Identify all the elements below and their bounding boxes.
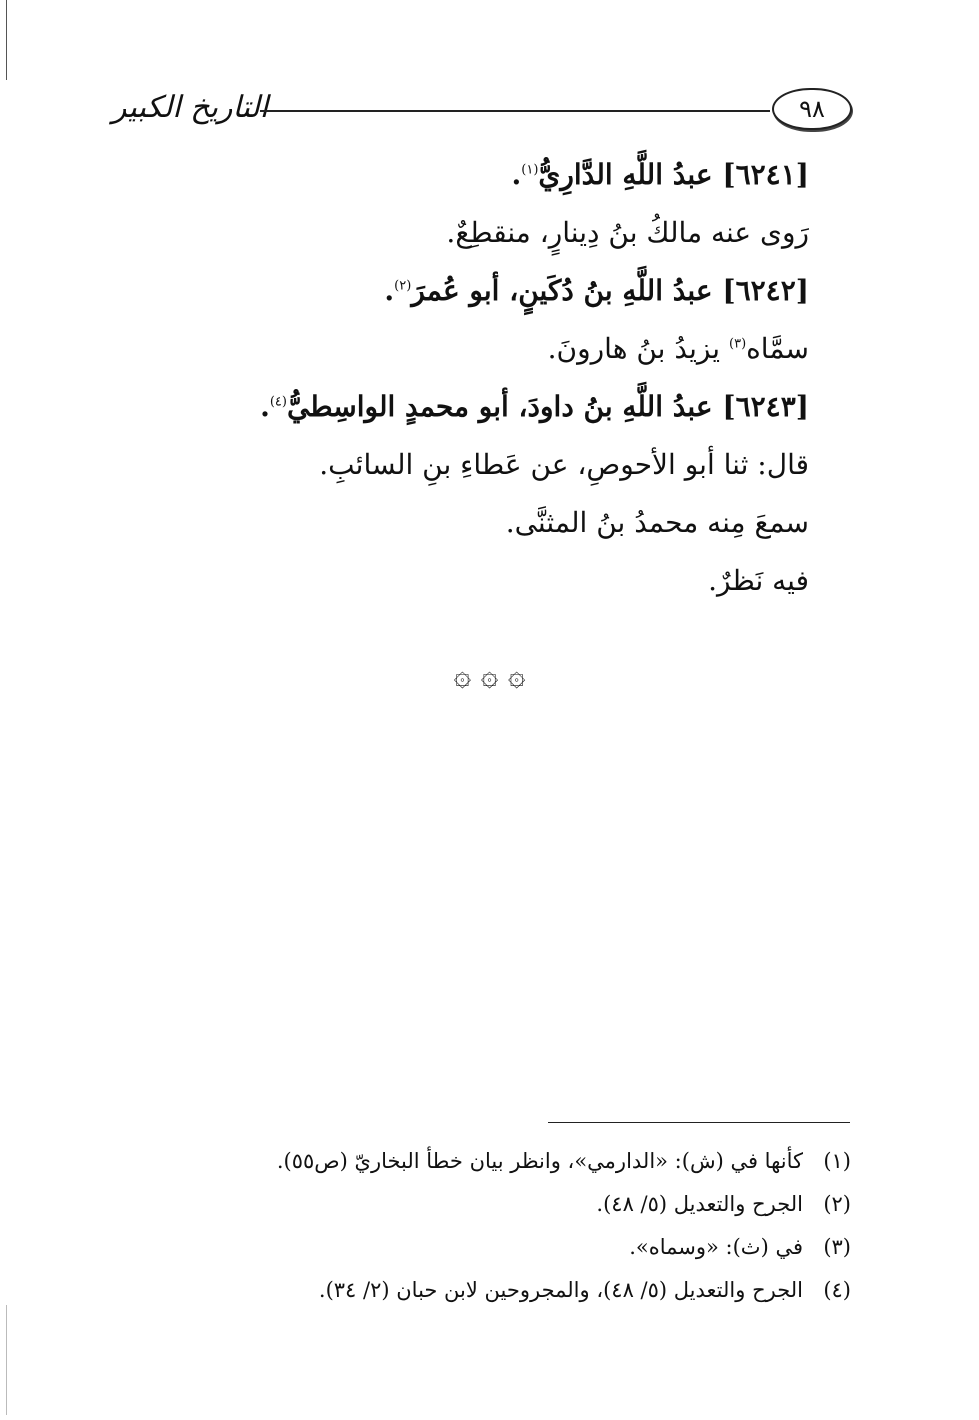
entry-body-line [169,204,809,262]
page-header [112,88,852,136]
entry-body-line [169,320,809,378]
footnote-item [231,1183,851,1226]
entry-body-line [169,552,809,610]
line-text: [٦٢٤١] عبدُ اللَّهِ الدَّارِيُّ [538,158,809,191]
page-edge-line-bottom [6,1305,7,1415]
line-text: [٦٢٤٣] عبدُ اللَّهِ بنُ داودَ، أبو محمدٍ الواسِطيُّ [286,390,809,423]
entry-body-line [169,494,809,552]
line-tail: . [384,274,395,307]
line-text: فيه نَظرٌ. [708,564,809,597]
line-text: رَوى عنه مالكُ بنُ دِينارٍ، منقطِعٌ. [446,216,809,249]
line-text: سمعَ مِنه محمدُ بنُ المثنَّى. [505,506,809,539]
footnote-text: كأنها في (ش): «الدارمي»، وانظر بيان خطأ البخاريّ (ص٥٥). [276,1149,803,1173]
footnote-number: (٤) [823,1278,851,1302]
entry-heading [169,262,809,320]
footnote-number: (٣) [823,1235,851,1259]
line-tail: يزيدُ بنُ هارونَ. [547,332,729,365]
footnote-text: الجرح والتعديل (٥/ ٤٨). [596,1192,803,1216]
footnote-item [231,1140,851,1183]
entry-heading [169,146,809,204]
footnote-marker[interactable]: (١) [521,162,539,178]
page-edge-line-top [6,0,7,80]
footnote-item [231,1269,851,1312]
footnote-text: في (ث): «وسماه». [629,1235,803,1259]
footnote-marker[interactable]: (٢) [394,278,412,294]
line-text: سمَّاه [746,332,809,365]
footnote-number: (٢) [823,1192,851,1216]
line-text: قال: ثنا أبو الأحوصِ، عن عَطاءِ بنِ السائبِ. [319,448,809,481]
book-title: التاريخ الكبير [112,90,269,125]
line-tail: . [511,158,522,191]
main-text [169,146,809,610]
entry-body-line [169,436,809,494]
footnote-marker[interactable]: (٤) [269,394,287,410]
footnote-marker[interactable]: (٣) [729,336,747,352]
page-number: ٩٨ [799,95,825,123]
page-number-badge [772,88,852,130]
section-divider-ornaments: ۞ ۞ ۞ [453,658,526,693]
line-text: [٦٢٤٢] عبدُ اللَّهِ بنُ دُكَينٍ، أبو عُمرَ [411,274,809,307]
footnote-item [231,1226,851,1269]
footnote-separator [548,1122,850,1123]
header-rule [260,110,770,112]
line-tail: . [260,390,270,423]
footnote-text: الجرح والتعديل (٥/ ٤٨)، والمجروحين لابن حبان (٢/ ٣٤). [318,1278,803,1302]
footnote-number: (١) [823,1149,851,1173]
entry-heading [169,378,809,436]
footnotes [231,1140,851,1312]
